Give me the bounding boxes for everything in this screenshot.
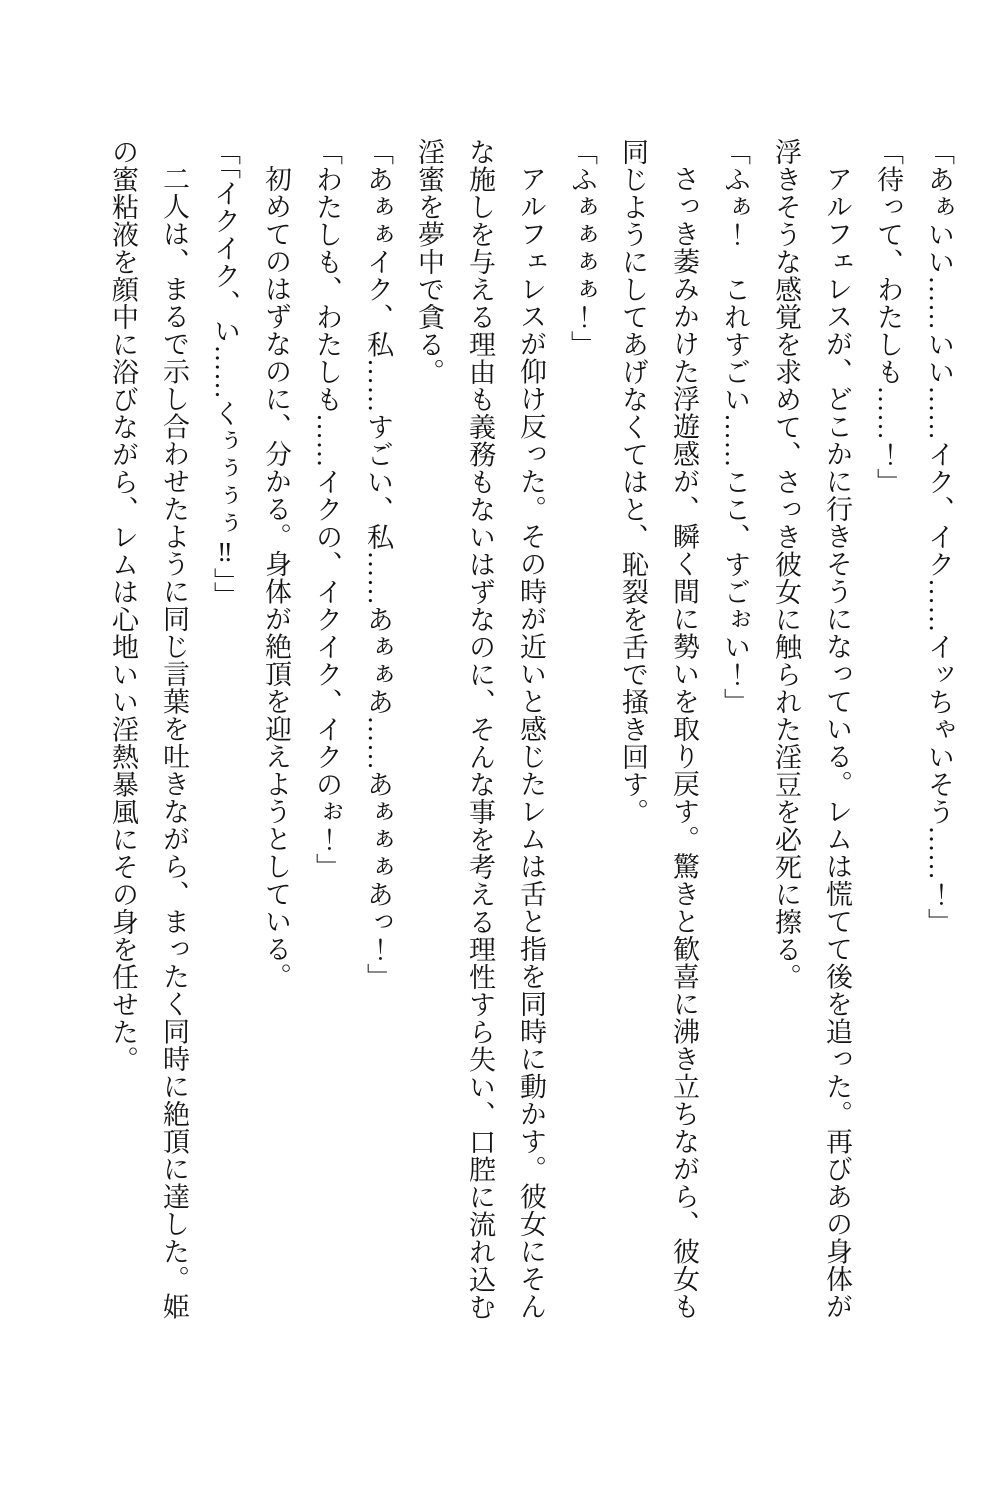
- text-line: な施しを与える理由も義務もないはずなのに、そんな事を考える理性すら失い、口腔に流れ込む: [465, 138, 495, 1321]
- text-line: 「わたしも、わたしも……イクの、イクイク、イクのぉ！」: [312, 138, 342, 881]
- text-line: 同じようにしてあげなくてはと、恥裂を舌で掻き回す。: [618, 138, 648, 826]
- text-line: 「待って、わたしも……！」: [873, 138, 903, 496]
- text-line: アルフェレスが仰け反った。その時が近いと感じたレムは舌と指を同時に動かす。彼女にそん: [516, 165, 546, 1320]
- text-line: 浮きそうな感覚を求めて、さっき彼女に触られた淫豆を必死に擦る。: [771, 138, 801, 991]
- text-line: 「ふぁ！ これすごい……ここ、すごぉい！」: [720, 138, 750, 716]
- text-line: 二人は、まるで示し合わせたように同じ言葉を吐きながら、まったく同時に絶頂に達した。姫: [159, 165, 189, 1320]
- text-line: 淫蜜を夢中で貪る。: [414, 138, 444, 386]
- text-line: 「あぁいい……いい……イク、イク……イッちゃいそう……！」: [924, 138, 954, 936]
- text-line: 「ふぁぁぁぁ！」: [567, 138, 597, 358]
- text-line: 初めてのはずなのに、分かる。身体が絶頂を迎えようとしている。: [261, 165, 291, 990]
- text-line: アルフェレスが、どこかに行きそうになっている。レムは慌てて後を追った。再びあの身体が: [822, 165, 852, 1320]
- text-line: 「あぁぁイク、私……すごい、私……あぁぁあ……あぁぁぁあっ！」: [363, 138, 393, 991]
- text-line: 「「イクイク、い……くぅぅぅぅ‼」」: [210, 138, 240, 609]
- novel-text-page: [97, 138, 964, 1393]
- text-line: の蜜粘液を顔中に浴びながら、レムは心地いい淫熱暴風にその身を任せた。: [108, 138, 138, 1073]
- text-line: さっき萎みかけた浮遊感が、瞬く間に勢いを取り戻す。驚きと歓喜に沸き立ちながら、彼女も: [669, 165, 699, 1320]
